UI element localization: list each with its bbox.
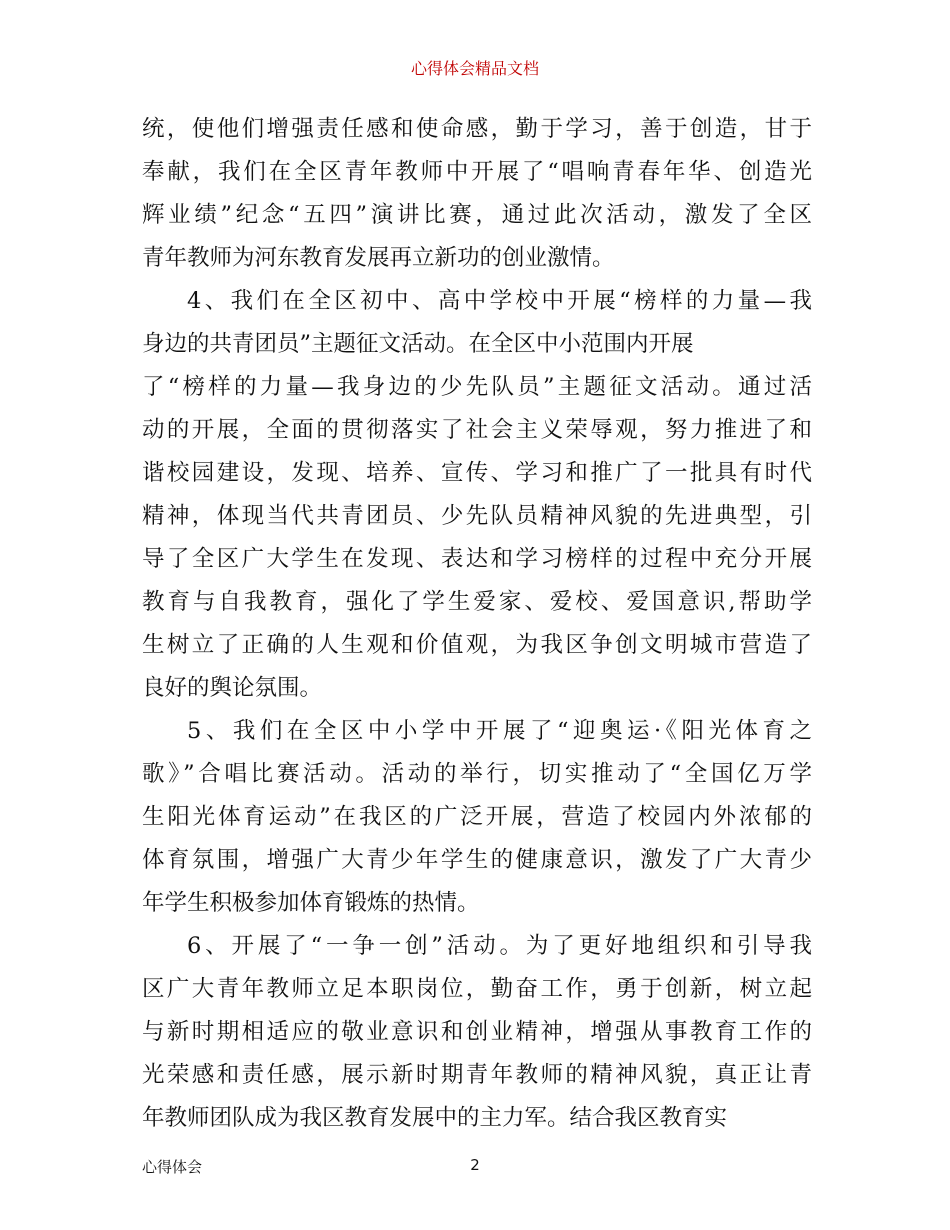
text-line: 身边的共青团员”主题征文活动。在全区中小范围内开展 <box>142 331 694 357</box>
text-line: 年教师团队成为我区教育发展中的主力军。结合我区教育实 <box>142 1105 728 1131</box>
text-line: 了“榜样的力量—我身边的少先队员”主题征文活动。通过活 <box>142 374 812 400</box>
text-line: 教育与自我教育，强化了学生爱家、爱校、爱国意识,帮助学 <box>142 589 812 615</box>
footer-label: 心得体会 <box>142 1158 203 1176</box>
text-line: 生树立了正确的人生观和价值观，为我区争创文明城市营造了 <box>142 632 812 658</box>
text-line: 歌》”合唱比赛活动。活动的举行，切实推动了“全国亿万学 <box>142 761 812 787</box>
text-line: 与新时期相适应的敬业意识和创业精神，增强从事教育工作的 <box>142 1019 812 1045</box>
paragraph-6-first-line: 6、开展了“一争一创”活动。为了更好地组织和引导我 <box>187 933 812 959</box>
text-line: 谐校园建设，发现、培养、宣传、学习和推广了一批具有时代 <box>142 460 812 486</box>
text-line: 光荣感和责任感，展示新时期青年教师的精神风貌，真正让青 <box>142 1062 812 1088</box>
text-line: 动的开展，全面的贯彻落实了社会主义荣辱观，努力推进了和 <box>142 417 812 443</box>
text-line: 年学生积极参加体育锻炼的热情。 <box>142 890 480 916</box>
document-header-title: 心得体会精品文档 <box>410 59 539 78</box>
text-line: 体育氛围，增强广大青少年学生的健康意识，激发了广大青少 <box>142 847 812 873</box>
text-line: 生阳光体育运动”在我区的广泛开展，营造了校园内外浓郁的 <box>142 804 812 830</box>
text-line: 区广大青年教师立足本职岗位，勤奋工作，勇于创新，树立起 <box>142 976 812 1002</box>
text-line: 精神，体现当代共青团员、少先队员精神风貌的先进典型，引 <box>142 503 812 529</box>
text-line: 导了全区广大学生在发现、表达和学习榜样的过程中充分开展 <box>142 546 812 572</box>
text-line: 统，使他们增强责任感和使命感，勤于学习，善于创造，甘于 <box>142 116 812 142</box>
paragraph-4-first-line: 4、我们在全区初中、高中学校中开展“榜样的力量—我 <box>187 288 812 314</box>
page-number: 2 <box>470 1156 480 1174</box>
text-line: 良好的舆论氛围。 <box>142 675 323 701</box>
text-line: 青年教师为河东教育发展再立新功的创业激情。 <box>142 245 615 271</box>
text-line: 奉献，我们在全区青年教师中开展了“唱响青春年华、创造光 <box>142 159 812 185</box>
document-body <box>142 108 812 1140</box>
paragraph-5-first-line: 5、我们在全区中小学中开展了“迎奥运·《阳光体育之 <box>187 718 812 744</box>
text-line: 辉业绩”纪念“五四”演讲比赛，通过此次活动，激发了全区 <box>142 202 812 228</box>
